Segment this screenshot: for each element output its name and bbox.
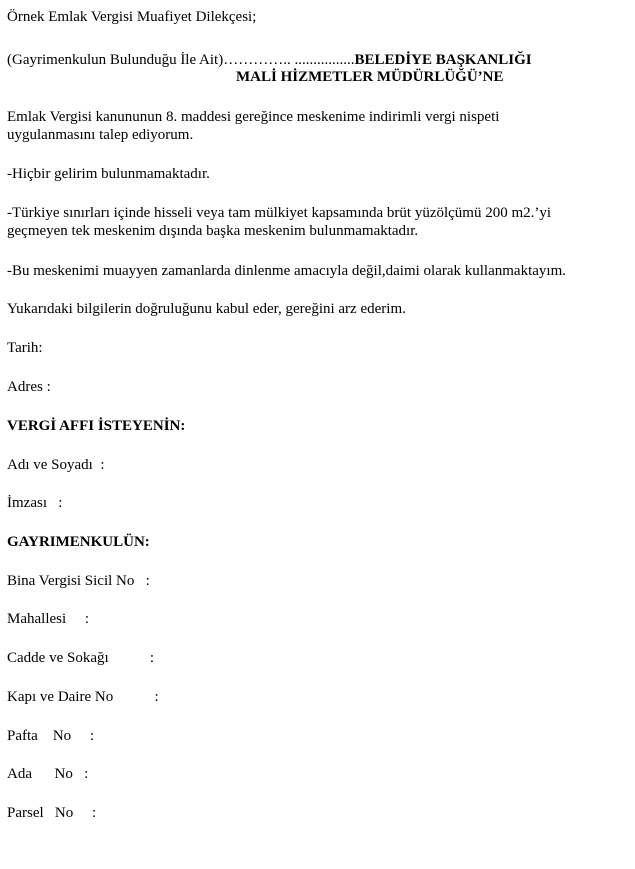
neighborhood-field: Mahallesi : <box>7 611 90 627</box>
closing-statement: Yukarıdaki bilgilerin doğruluğunu kabul eder, gereğini arz ederim. <box>7 301 406 317</box>
registry-number-field: Bina Vergisi Sicil No : <box>7 573 150 589</box>
date-field: Tarih: <box>7 340 43 356</box>
condition-item-1: -Hiçbir gelirim bulunmamaktadır. <box>7 166 210 182</box>
door-number-field: Kapı ve Daire No : <box>7 689 159 705</box>
name-field: Adı ve Soyadı : <box>7 457 105 473</box>
addressee-prefix: (Gayrimenkulun Bulunduğu İle Ait)………….. ................ <box>7 52 355 68</box>
document-title: Örnek Emlak Vergisi Muafiyet Dilekçesi; <box>7 9 257 25</box>
request-line-2: uygulanmasını talep ediyorum. <box>7 127 194 143</box>
condition-item-2-line-1: -Türkiye sınırları içinde hisseli veya tam mülkiyet kapsamında brüt yüzölçümü 200 m2.’yi <box>7 205 552 221</box>
block-number-field: Ada No : <box>7 766 89 782</box>
street-field: Cadde ve Sokağı : <box>7 650 155 666</box>
applicant-heading: VERGİ AFFI İSTEYENİN: <box>7 418 186 434</box>
request-line-1: Emlak Vergisi kanununun 8. maddesi gereğince meskenime indirimli vergi nispeti <box>7 109 500 125</box>
addressee-line <box>7 51 532 69</box>
municipality-name: BELEDİYE BAŞKANLIĞI <box>354 52 532 68</box>
parcel-number-field: Parsel No : <box>7 805 97 821</box>
address-field: Adres : <box>7 379 51 395</box>
condition-item-2-line-2: geçmeyen tek meskenim dışında başka meskenim bulunmamaktadır. <box>7 223 419 239</box>
department-name: MALİ HİZMETLER MÜDÜRLÜĞÜ’NE <box>236 69 504 85</box>
condition-item-3: -Bu meskenimi muayyen zamanlarda dinlenme amacıyla değil,daimi olarak kullanmaktayım. <box>7 263 566 279</box>
property-heading: GAYRIMENKULÜN: <box>7 534 150 550</box>
signature-field: İmzası : <box>7 495 63 511</box>
sheet-number-field: Pafta No : <box>7 728 95 744</box>
